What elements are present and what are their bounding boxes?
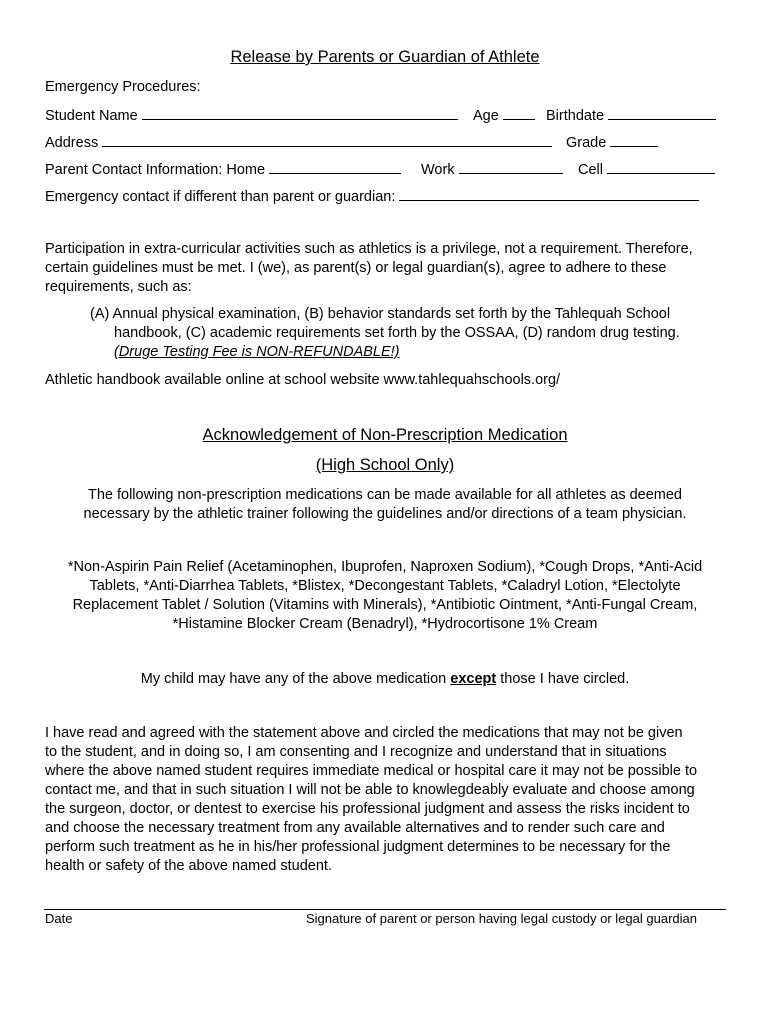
document-title: Release by Parents or Guardian of Athlete <box>230 48 540 66</box>
emergency-contact-row <box>45 186 699 207</box>
medication-line: *Histamine Blocker Cream (Benadryl), *Hydrocortisone 1% Cream <box>172 616 598 632</box>
address-label: Address <box>45 135 99 151</box>
grade-label: Grade <box>566 135 607 151</box>
birthdate-label: Birthdate <box>546 108 605 124</box>
grade-row <box>566 132 658 153</box>
date-label: Date <box>45 911 73 926</box>
home-phone-field[interactable] <box>269 159 401 174</box>
consent-line: the surgeon, doctor, or dentest to exercise his professional judgment and assess the risks incident to <box>45 801 690 817</box>
except-before: My child may have any of the above medication <box>140 671 447 687</box>
emergency-contact-label: Emergency contact if different than parent or guardian: <box>45 189 396 205</box>
work-row <box>421 159 563 180</box>
requirements-line: handbook, (C) academic requirements set forth by the OSSAA, (D) random drug testing. <box>114 325 680 341</box>
requirements-line: (A) Annual physical examination, (B) behavior standards set forth by the Tahlequah School <box>90 306 671 322</box>
address-field[interactable] <box>102 132 552 147</box>
emergency-procedures-label: Emergency Procedures: <box>45 79 201 95</box>
cell-row <box>578 159 715 180</box>
consent-line: health or safety of the above named student. <box>45 858 332 874</box>
except-word: except <box>450 671 497 687</box>
parent-contact-label: Parent Contact Information: Home <box>45 162 266 178</box>
work-phone-field[interactable] <box>459 159 563 174</box>
participation-line: Participation in extra-curricular activities such as athletics is a privilege, not a requirement. Therefore, <box>45 241 693 257</box>
age-row <box>473 105 535 126</box>
cell-label: Cell <box>578 162 603 178</box>
work-label: Work <box>421 162 455 178</box>
age-label: Age <box>473 108 499 124</box>
consent-line: perform such treatment as he in his/her professional judgment determines to be necessary for the <box>45 839 671 855</box>
student-name-row <box>45 105 458 126</box>
ack-subtitle: (High School Only) <box>315 456 455 474</box>
birthdate-field[interactable] <box>608 105 716 120</box>
except-after: those I have circled. <box>500 671 630 687</box>
medication-line: Tablets, *Anti-Diarrhea Tablets, *Blistex, *Decongestant Tablets, *Caladryl Lotion, *Electolyte <box>89 578 681 594</box>
consent-line: contact me, and that in such situation I will not be able to knowlegdeably evaluate and choose among <box>45 782 695 798</box>
student-name-label: Student Name <box>45 108 138 124</box>
cell-phone-field[interactable] <box>607 159 715 174</box>
consent-line: and choose the necessary treatment from any available alternatives and to render such care and <box>45 820 665 836</box>
ack-intro-line: The following non-prescription medications can be made available for all athletes as deemed <box>87 487 683 503</box>
parent-contact-row <box>45 159 401 180</box>
birthdate-row <box>546 105 716 126</box>
drug-testing-fee-note: (Druge Testing Fee is NON-REFUNDABLE!) <box>114 344 400 360</box>
consent-line: to the student, and in doing so, I am consenting and I recognize and understand that in situations <box>45 744 667 760</box>
signature-label: Signature of parent or person having legal custody or legal guardian <box>306 911 697 926</box>
student-name-field[interactable] <box>142 105 458 120</box>
grade-field[interactable] <box>610 132 658 147</box>
medication-line: Replacement Tablet / Solution (Vitamins with Minerals), *Antibiotic Ointment, *Anti-Fungal Cream, <box>72 597 698 613</box>
medication-line: *Non-Aspirin Pain Relief (Acetaminophen, Ibuprofen, Naproxen Sodium), *Cough Drops, *Anti-Acid <box>67 559 703 575</box>
participation-line: requirements, such as: <box>45 279 192 295</box>
participation-line: certain guidelines must be met. I (we), as parent(s) or legal guardian(s), agree to adhere to these <box>45 260 667 276</box>
emergency-contact-field[interactable] <box>399 186 699 201</box>
except-statement <box>0 670 770 689</box>
address-row <box>45 132 552 153</box>
consent-line: where the above named student requires immediate medical or hospital care it may not be possible to <box>45 763 698 779</box>
ack-title: Acknowledgement of Non-Prescription Medication <box>202 426 568 444</box>
consent-line: I have read and agreed with the statement above and circled the medications that may not be given <box>45 725 683 741</box>
ack-intro-line: necessary by the athletic trainer following the guidelines and/or directions of a team physician. <box>83 506 687 522</box>
handbook-line: Athletic handbook available online at school website www.tahlequahschools.org/ <box>45 372 561 388</box>
age-field[interactable] <box>503 105 535 120</box>
